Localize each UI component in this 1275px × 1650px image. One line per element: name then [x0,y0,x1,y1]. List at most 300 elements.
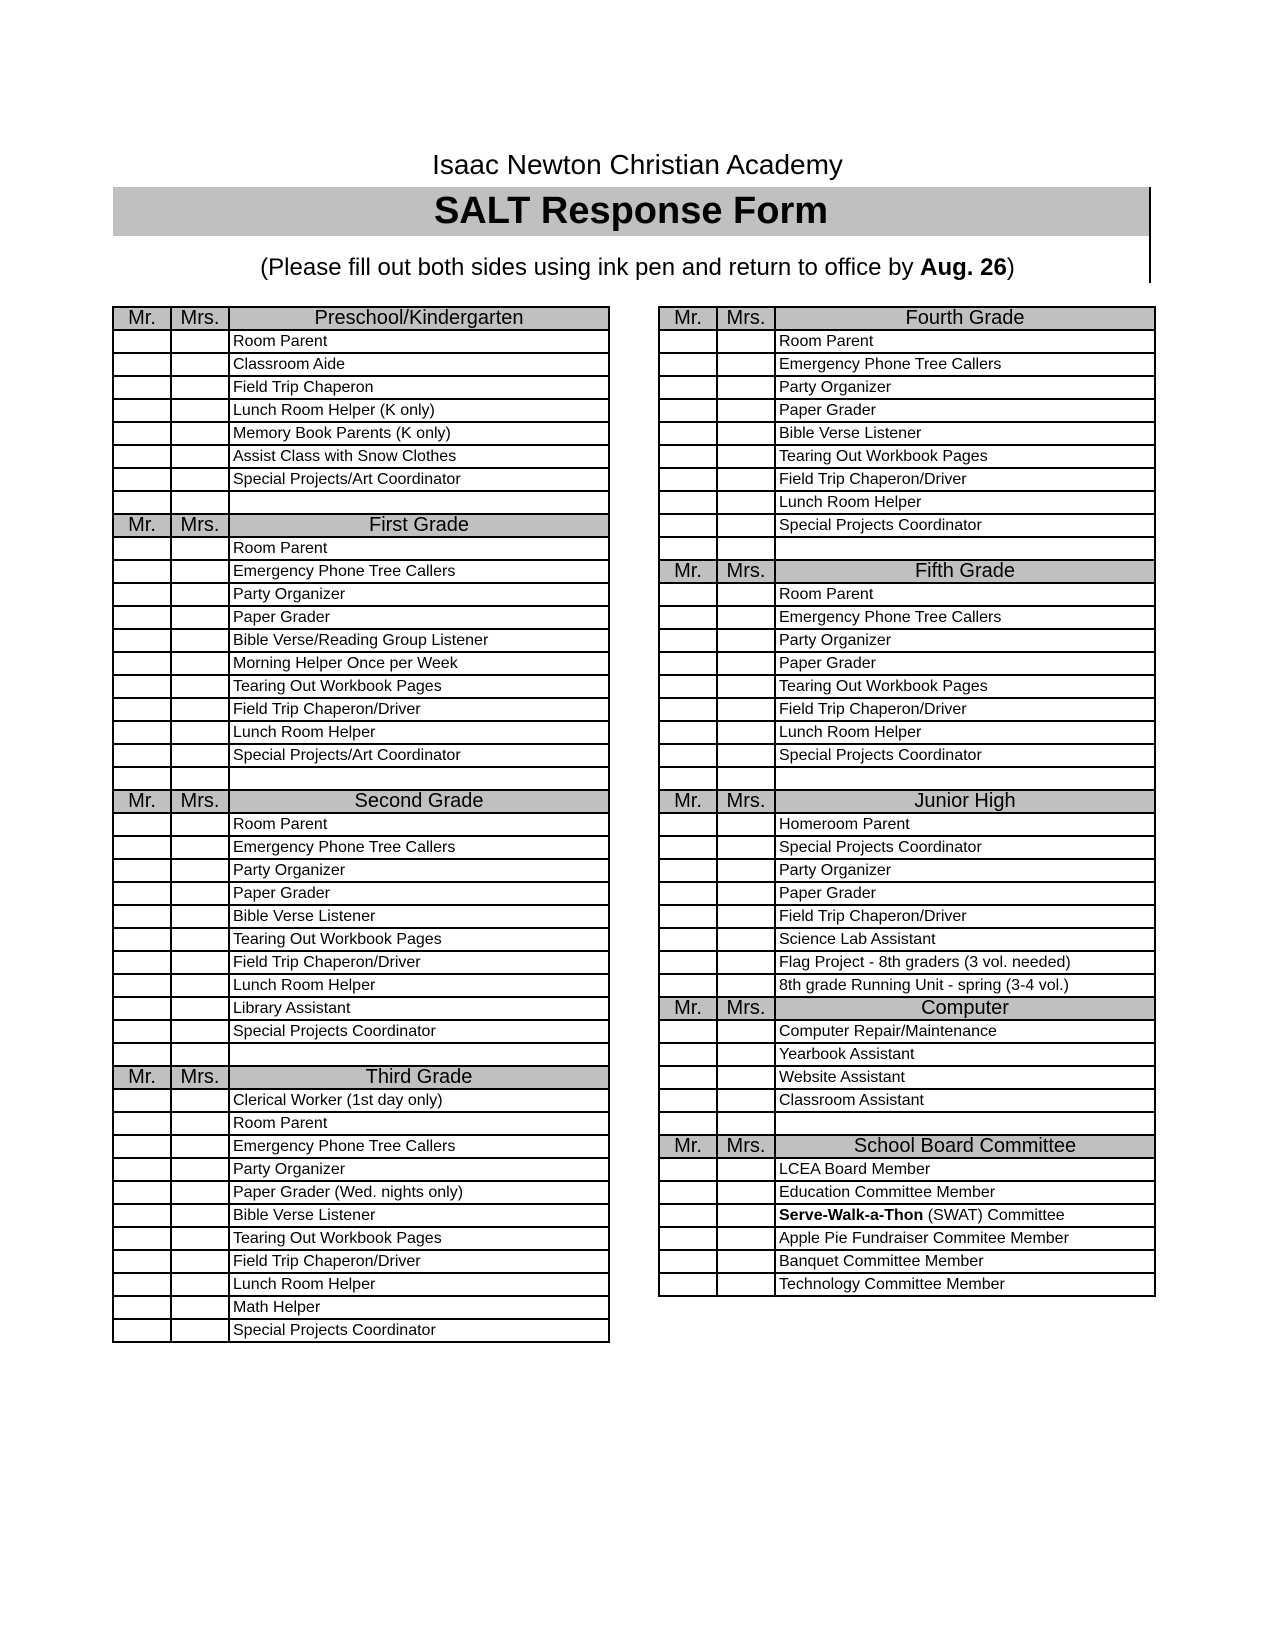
mr-checkbox-cell[interactable] [113,721,171,744]
task-label: 8th grade Running Unit - spring (3-4 vol.) [775,974,1155,997]
task-row [113,1296,609,1319]
task-row [659,514,1155,537]
mrs-checkbox-cell[interactable] [171,1089,229,1112]
task-row [113,836,609,859]
mrs-checkbox-cell[interactable] [717,399,775,422]
task-label: Tearing Out Workbook Pages [775,675,1155,698]
mrs-checkbox-cell[interactable] [171,468,229,491]
mr-checkbox-cell[interactable] [659,1112,717,1135]
task-row [659,1250,1155,1273]
task-label: Special Projects/Art Coordinator [229,468,609,491]
task-row [113,698,609,721]
mr-header: Mr. [659,1135,717,1158]
task-row [113,1043,609,1066]
task-row [659,629,1155,652]
section-header-first-grade [113,514,609,537]
task-row [659,1227,1155,1250]
mr-checkbox-cell[interactable] [659,767,717,790]
mr-checkbox-cell[interactable] [113,1112,171,1135]
mrs-checkbox-cell[interactable] [717,1089,775,1112]
mrs-checkbox-cell[interactable] [717,468,775,491]
mrs-checkbox-cell[interactable] [717,1066,775,1089]
task-label: Bible Verse Listener [229,905,609,928]
mrs-checkbox-cell[interactable] [171,537,229,560]
mr-checkbox-cell[interactable] [659,629,717,652]
mr-checkbox-cell[interactable] [113,1135,171,1158]
task-row [113,859,609,882]
mrs-checkbox-cell[interactable] [717,583,775,606]
mr-checkbox-cell[interactable] [113,767,171,790]
task-label: Paper Grader [229,882,609,905]
mr-checkbox-cell[interactable] [659,859,717,882]
mr-checkbox-cell[interactable] [113,537,171,560]
mrs-checkbox-cell[interactable] [171,744,229,767]
mr-header: Mr. [113,514,171,537]
mr-checkbox-cell[interactable] [659,583,717,606]
mrs-checkbox-cell[interactable] [717,721,775,744]
section-title: Fifth Grade [775,560,1155,583]
mrs-checkbox-cell[interactable] [171,675,229,698]
mrs-checkbox-cell[interactable] [171,606,229,629]
task-label: Website Assistant [775,1066,1155,1089]
mrs-checkbox-cell[interactable] [171,836,229,859]
mrs-checkbox-cell[interactable] [717,606,775,629]
mr-checkbox-cell[interactable] [113,1227,171,1250]
mr-checkbox-cell[interactable] [659,1066,717,1089]
mrs-header: Mrs. [717,560,775,583]
task-row [113,1250,609,1273]
task-label: Paper Grader [229,606,609,629]
mr-checkbox-cell[interactable] [113,468,171,491]
task-row [113,606,609,629]
task-row [113,1112,609,1135]
mr-checkbox-cell[interactable] [113,1089,171,1112]
mrs-checkbox-cell[interactable] [171,698,229,721]
mrs-checkbox-cell[interactable] [717,813,775,836]
task-row [113,1204,609,1227]
task-row [659,537,1155,560]
task-label [229,1043,609,1066]
task-row [659,744,1155,767]
task-row [659,422,1155,445]
task-row [659,928,1155,951]
task-row [113,951,609,974]
mrs-checkbox-cell[interactable] [171,1181,229,1204]
task-row [113,652,609,675]
mr-checkbox-cell[interactable] [659,1020,717,1043]
mrs-checkbox-cell[interactable] [717,445,775,468]
mrs-checkbox-cell[interactable] [171,491,229,514]
task-row [113,468,609,491]
mrs-checkbox-cell[interactable] [171,721,229,744]
mr-checkbox-cell[interactable] [659,537,717,560]
mr-checkbox-cell[interactable] [659,606,717,629]
section-title: Third Grade [229,1066,609,1089]
section-title: Second Grade [229,790,609,813]
mr-checkbox-cell[interactable] [659,422,717,445]
mrs-header: Mrs. [171,790,229,813]
mr-checkbox-cell[interactable] [113,422,171,445]
task-label: Computer Repair/Maintenance [775,1020,1155,1043]
task-label: Special Projects Coordinator [775,836,1155,859]
mrs-checkbox-cell[interactable] [717,744,775,767]
task-label: Field Trip Chaperon/Driver [229,1250,609,1273]
task-row [113,675,609,698]
mrs-checkbox-cell[interactable] [717,537,775,560]
mr-checkbox-cell[interactable] [659,974,717,997]
task-label [775,537,1155,560]
task-label: Field Trip Chaperon/Driver [775,905,1155,928]
mr-checkbox-cell[interactable] [113,744,171,767]
task-label: Library Assistant [229,997,609,1020]
mrs-checkbox-cell[interactable] [171,376,229,399]
mr-header: Mr. [659,790,717,813]
mr-checkbox-cell[interactable] [113,583,171,606]
task-label: Field Trip Chaperon/Driver [775,468,1155,491]
mrs-checkbox-cell[interactable] [717,675,775,698]
mr-checkbox-cell[interactable] [659,353,717,376]
task-row [113,629,609,652]
mr-checkbox-cell[interactable] [659,468,717,491]
task-row [113,882,609,905]
mrs-checkbox-cell[interactable] [171,330,229,353]
task-label: Party Organizer [229,583,609,606]
mr-checkbox-cell[interactable] [113,1181,171,1204]
mr-checkbox-cell[interactable] [113,974,171,997]
mr-checkbox-cell[interactable] [113,445,171,468]
mrs-checkbox-cell[interactable] [717,767,775,790]
mrs-checkbox-cell[interactable] [171,445,229,468]
task-label: Room Parent [229,537,609,560]
mr-checkbox-cell[interactable] [113,1250,171,1273]
task-label: Party Organizer [229,1158,609,1181]
task-row [659,606,1155,629]
task-row [113,744,609,767]
mrs-checkbox-cell[interactable] [171,1204,229,1227]
mr-checkbox-cell[interactable] [659,445,717,468]
mr-checkbox-cell[interactable] [659,1227,717,1250]
task-label: Special Projects Coordinator [229,1020,609,1043]
section-header-school-board-committee [659,1135,1155,1158]
mr-checkbox-cell[interactable] [659,744,717,767]
task-label: Tearing Out Workbook Pages [775,445,1155,468]
task-label: Party Organizer [775,376,1155,399]
task-label: Special Projects Coordinator [775,514,1155,537]
task-label: Lunch Room Helper [775,721,1155,744]
task-label: Special Projects/Art Coordinator [229,744,609,767]
task-label: Party Organizer [229,859,609,882]
mr-checkbox-cell[interactable] [659,514,717,537]
mrs-checkbox-cell[interactable] [717,974,775,997]
mr-checkbox-cell[interactable] [113,1043,171,1066]
task-label: Room Parent [775,330,1155,353]
mrs-checkbox-cell[interactable] [171,652,229,675]
mr-checkbox-cell[interactable] [659,1043,717,1066]
task-row [659,583,1155,606]
mr-checkbox-cell[interactable] [113,675,171,698]
mr-checkbox-cell[interactable] [659,1250,717,1273]
task-label: Emergency Phone Tree Callers [775,606,1155,629]
task-row [659,652,1155,675]
right-signup-table [658,306,1156,1297]
mrs-checkbox-cell[interactable] [717,1181,775,1204]
mrs-checkbox-cell[interactable] [717,353,775,376]
mr-checkbox-cell[interactable] [659,882,717,905]
mrs-checkbox-cell[interactable] [717,376,775,399]
mrs-checkbox-cell[interactable] [171,353,229,376]
left-signup-table [112,306,610,1343]
mrs-checkbox-cell[interactable] [171,1112,229,1135]
mrs-checkbox-cell[interactable] [717,1227,775,1250]
mr-checkbox-cell[interactable] [113,560,171,583]
task-row [659,767,1155,790]
task-label: Special Projects Coordinator [229,1319,609,1342]
task-row [659,905,1155,928]
mrs-checkbox-cell[interactable] [171,583,229,606]
task-row [659,882,1155,905]
task-row [113,974,609,997]
mrs-checkbox-cell[interactable] [171,1319,229,1342]
mrs-header: Mrs. [171,514,229,537]
mr-checkbox-cell[interactable] [113,859,171,882]
mrs-checkbox-cell[interactable] [717,1043,775,1066]
task-label: Clerical Worker (1st day only) [229,1089,609,1112]
mrs-checkbox-cell[interactable] [171,1020,229,1043]
mrs-checkbox-cell[interactable] [717,491,775,514]
mr-checkbox-cell[interactable] [113,491,171,514]
mrs-checkbox-cell[interactable] [717,422,775,445]
mr-checkbox-cell[interactable] [659,675,717,698]
mr-checkbox-cell[interactable] [659,905,717,928]
task-row [113,1181,609,1204]
mrs-checkbox-cell[interactable] [717,514,775,537]
mrs-checkbox-cell[interactable] [171,1135,229,1158]
mrs-checkbox-cell[interactable] [717,928,775,951]
mr-checkbox-cell[interactable] [659,1273,717,1296]
section-title: Junior High [775,790,1155,813]
task-row [113,445,609,468]
mrs-checkbox-cell[interactable] [171,422,229,445]
mr-checkbox-cell[interactable] [659,376,717,399]
mr-header: Mr. [113,790,171,813]
mr-checkbox-cell[interactable] [113,353,171,376]
task-row [659,1181,1155,1204]
task-row [659,1043,1155,1066]
task-label: Emergency Phone Tree Callers [229,1135,609,1158]
mrs-checkbox-cell[interactable] [717,951,775,974]
mr-checkbox-cell[interactable] [659,951,717,974]
task-row [659,1273,1155,1296]
mr-checkbox-cell[interactable] [113,905,171,928]
section-title: Fourth Grade [775,307,1155,330]
task-label: Apple Pie Fundraiser Commitee Member [775,1227,1155,1250]
mr-header: Mr. [659,560,717,583]
mrs-header: Mrs. [717,1135,775,1158]
mr-checkbox-cell[interactable] [113,951,171,974]
left-column [112,306,610,1343]
mrs-checkbox-cell[interactable] [717,905,775,928]
mr-checkbox-cell[interactable] [659,836,717,859]
mrs-checkbox-cell[interactable] [171,1296,229,1319]
task-label: Field Trip Chaperon [229,376,609,399]
task-row [113,928,609,951]
task-row [659,445,1155,468]
task-row [113,560,609,583]
mrs-checkbox-cell[interactable] [717,1020,775,1043]
mrs-checkbox-cell[interactable] [717,1204,775,1227]
mr-checkbox-cell[interactable] [659,698,717,721]
task-row [659,376,1155,399]
task-label: Party Organizer [775,629,1155,652]
mrs-checkbox-cell[interactable] [717,1273,775,1296]
mr-checkbox-cell[interactable] [113,652,171,675]
mr-checkbox-cell[interactable] [113,882,171,905]
mr-checkbox-cell[interactable] [113,1158,171,1181]
instructions-close: ) [1006,254,1015,281]
mr-checkbox-cell[interactable] [659,1181,717,1204]
mrs-checkbox-cell[interactable] [171,629,229,652]
task-row [659,1066,1155,1089]
task-row [659,951,1155,974]
mr-checkbox-cell[interactable] [113,376,171,399]
mr-checkbox-cell[interactable] [113,836,171,859]
mr-checkbox-cell[interactable] [659,330,717,353]
instructions-deadline: Aug. 26 [920,254,1007,281]
task-label-bold: Serve-Walk-a-Thon [779,1207,924,1224]
mrs-checkbox-cell[interactable] [717,1250,775,1273]
mr-checkbox-cell[interactable] [659,652,717,675]
task-label: Classroom Aide [229,353,609,376]
task-label: Memory Book Parents (K only) [229,422,609,445]
task-row [659,1089,1155,1112]
mrs-checkbox-cell[interactable] [171,882,229,905]
mrs-checkbox-cell[interactable] [171,905,229,928]
task-row [113,330,609,353]
section-header-junior-high [659,790,1155,813]
mrs-checkbox-cell[interactable] [171,813,229,836]
mrs-checkbox-cell[interactable] [717,330,775,353]
task-row [113,1273,609,1296]
task-label: Room Parent [229,813,609,836]
mrs-checkbox-cell[interactable] [171,1227,229,1250]
task-row [659,399,1155,422]
section-title: Computer [775,997,1155,1020]
mr-checkbox-cell[interactable] [659,1204,717,1227]
mrs-checkbox-cell[interactable] [717,1112,775,1135]
mrs-checkbox-cell[interactable] [717,859,775,882]
mrs-checkbox-cell[interactable] [717,652,775,675]
instructions-text: (Please fill out both sides using ink pen and return to office by [260,254,921,281]
mrs-checkbox-cell[interactable] [171,767,229,790]
mrs-checkbox-cell[interactable] [171,997,229,1020]
mr-checkbox-cell[interactable] [659,928,717,951]
mr-checkbox-cell[interactable] [659,399,717,422]
task-row [113,1227,609,1250]
mrs-checkbox-cell[interactable] [171,1250,229,1273]
mr-checkbox-cell[interactable] [659,491,717,514]
mrs-header: Mrs. [717,307,775,330]
section-header-second-grade [113,790,609,813]
task-label: Lunch Room Helper [229,721,609,744]
task-row [659,698,1155,721]
mrs-checkbox-cell[interactable] [717,1158,775,1181]
mr-checkbox-cell[interactable] [113,399,171,422]
task-label: Lunch Room Helper (K only) [229,399,609,422]
mr-checkbox-cell[interactable] [659,813,717,836]
task-row [659,491,1155,514]
form-title: SALT Response Form [433,190,829,232]
mrs-checkbox-cell[interactable] [171,1043,229,1066]
mr-checkbox-cell[interactable] [113,997,171,1020]
mr-checkbox-cell[interactable] [113,1296,171,1319]
task-row [659,1204,1155,1227]
mr-checkbox-cell[interactable] [659,721,717,744]
mr-checkbox-cell[interactable] [113,1020,171,1043]
task-row [113,1089,609,1112]
mrs-checkbox-cell[interactable] [171,928,229,951]
task-label: LCEA Board Member [775,1158,1155,1181]
task-row [113,376,609,399]
instructions [0,253,1275,283]
mrs-checkbox-cell[interactable] [171,974,229,997]
mr-checkbox-cell[interactable] [113,928,171,951]
mr-checkbox-cell[interactable] [659,1089,717,1112]
task-label: Flag Project - 8th graders (3 vol. needed) [775,951,1155,974]
mr-checkbox-cell[interactable] [113,606,171,629]
task-label: Science Lab Assistant [775,928,1155,951]
mrs-header: Mrs. [171,1066,229,1089]
mr-checkbox-cell[interactable] [113,330,171,353]
task-row [113,1158,609,1181]
mrs-checkbox-cell[interactable] [171,951,229,974]
mr-checkbox-cell[interactable] [113,1319,171,1342]
mrs-checkbox-cell[interactable] [717,836,775,859]
task-label: Paper Grader (Wed. nights only) [229,1181,609,1204]
right-column [658,306,1156,1297]
task-label [229,491,609,514]
task-row [113,813,609,836]
mrs-checkbox-cell[interactable] [717,629,775,652]
task-row [113,583,609,606]
mr-checkbox-cell[interactable] [113,698,171,721]
mrs-checkbox-cell[interactable] [171,1273,229,1296]
task-row [113,767,609,790]
mr-checkbox-cell[interactable] [113,813,171,836]
task-label: Field Trip Chaperon/Driver [229,698,609,721]
task-label [775,1112,1155,1135]
task-row [113,721,609,744]
mrs-checkbox-cell[interactable] [171,560,229,583]
mr-checkbox-cell[interactable] [113,1273,171,1296]
task-label: Party Organizer [775,859,1155,882]
title-bar [113,187,1149,236]
task-label: Lunch Room Helper [229,974,609,997]
task-label: Tearing Out Workbook Pages [229,675,609,698]
mr-checkbox-cell[interactable] [659,1158,717,1181]
task-row [659,836,1155,859]
mr-checkbox-cell[interactable] [113,1204,171,1227]
mrs-checkbox-cell[interactable] [171,1158,229,1181]
task-label: Paper Grader [775,399,1155,422]
task-row [113,1319,609,1342]
mrs-checkbox-cell[interactable] [171,859,229,882]
task-row [659,859,1155,882]
mrs-checkbox-cell[interactable] [717,882,775,905]
mrs-checkbox-cell[interactable] [717,698,775,721]
mr-checkbox-cell[interactable] [113,629,171,652]
mrs-checkbox-cell[interactable] [171,399,229,422]
section-header-third-grade [113,1066,609,1089]
